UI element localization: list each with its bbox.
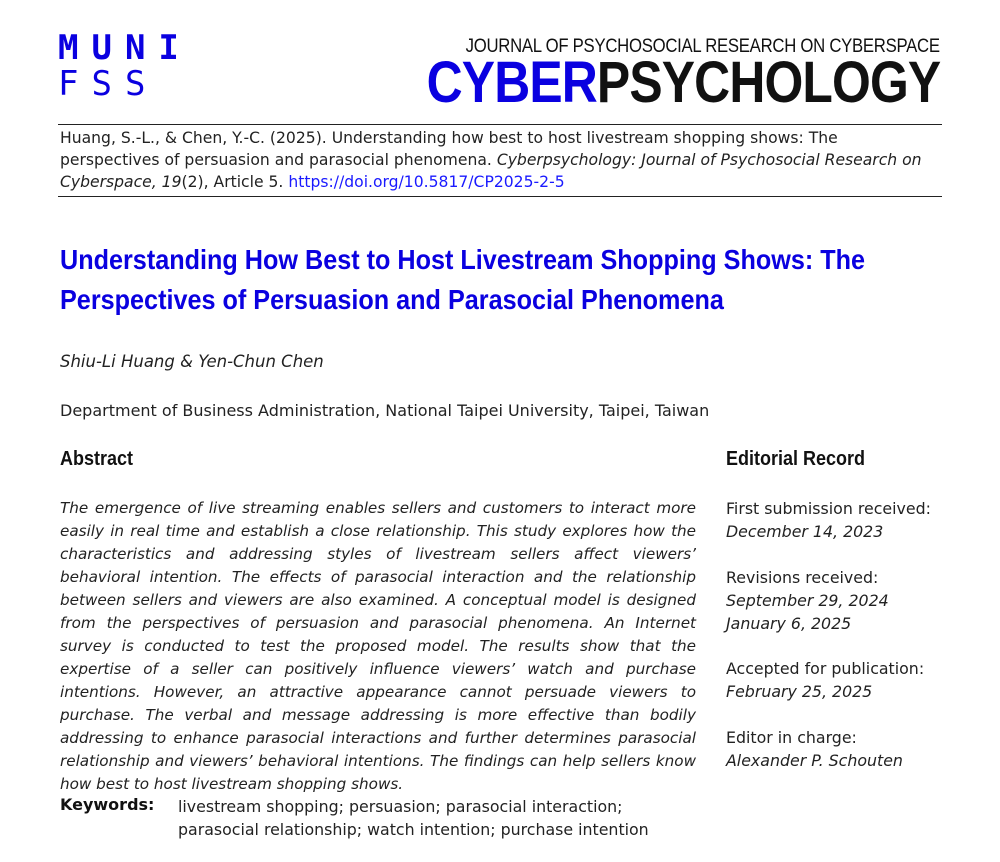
citation-journal: Cyberpsychology: Journal of Psychosocial Research on Cyberspace, 19 — [60, 151, 922, 191]
logo-muni-text: MUNI — [58, 28, 192, 68]
article-title: Understanding How Best to Host Livestream Shopping Shows: The Perspectives of Persuasion and Parasocial Phenomena — [60, 244, 866, 315]
header-rule-bottom — [58, 196, 942, 197]
accepted-date: February 25, 2025 — [726, 682, 873, 701]
journal-title-psychology: PSYCHOLOGY — [596, 50, 940, 115]
first-submission-date: December 14, 2023 — [726, 522, 884, 541]
doi-link[interactable]: https://doi.org/10.5817/CP2025-2-5 — [288, 173, 565, 191]
abstract-heading: Abstract — [60, 448, 134, 470]
keywords-label: Keywords: — [60, 795, 155, 814]
logo-fss-text: FSS — [58, 64, 159, 104]
revisions-date-1: September 29, 2024 — [726, 591, 889, 610]
article-affiliation: Department of Business Administration, National Taipei University, Taipei, Taiwan — [60, 401, 710, 420]
journal-title-cyber: CYBER — [426, 50, 597, 115]
editorial-record-heading: Editorial Record — [726, 448, 866, 470]
citation-issue: (2), Article 5. — [181, 173, 289, 191]
editor-name: Alexander P. Schouten — [726, 751, 903, 770]
abstract-text: The emergence of live streaming enables sellers and customers to interact more easily in real time and establish a close relationship. This study explores how the characteristics and addressing styles of livestream sellers affect viewers’ behavioral intention. The effects of parasocial interaction and the relationship between sellers and viewers are also examined. A conceptual model is designed from the perspectives of persuasion and parasocial phenomena. An Internet survey is conducted to test the proposed model. The results show that the expertise of a seller can positively influence viewers’ watch and purchase intentions. However, an attractive appearance cannot persuade viewers to purchase. The verbal and message addressing is more effective than bodily addressing to enhance parasocial interactions and further determines parasocial relationship and viewers’ behavioral intentions. The findings can help sellers know how best to host livestream shopping shows. — [60, 499, 696, 793]
citation — [60, 127, 940, 193]
keywords-text: livestream shopping; persuasion; parasocial interaction; parasocial relationship; watch intention; purchase intention — [178, 797, 649, 839]
article-authors: Shiu-Li Huang & Yen-Chun Chen — [60, 352, 324, 371]
editorial-accepted — [726, 657, 976, 703]
editorial-editor — [726, 726, 976, 772]
header-rule-top — [58, 124, 942, 125]
revisions-date-2: January 6, 2025 — [726, 614, 852, 633]
editor-label: Editor in charge: — [726, 728, 857, 747]
editorial-first-submission — [726, 497, 976, 543]
editorial-revisions — [726, 566, 976, 635]
muni-fss-logo — [58, 30, 198, 102]
journal-subtitle: JOURNAL OF PSYCHOSOCIAL RESEARCH ON CYBERSPACE — [465, 36, 940, 57]
first-submission-label: First submission received: — [726, 499, 931, 518]
journal-title — [426, 50, 940, 116]
revisions-label: Revisions received: — [726, 568, 879, 587]
citation-text: Huang, S.-L., & Chen, Y.-C. (2025). Understanding how best to host livestream shopping shows: The perspectives of persuasion and parasocial phenomena. — [60, 129, 838, 169]
accepted-label: Accepted for publication: — [726, 659, 925, 678]
